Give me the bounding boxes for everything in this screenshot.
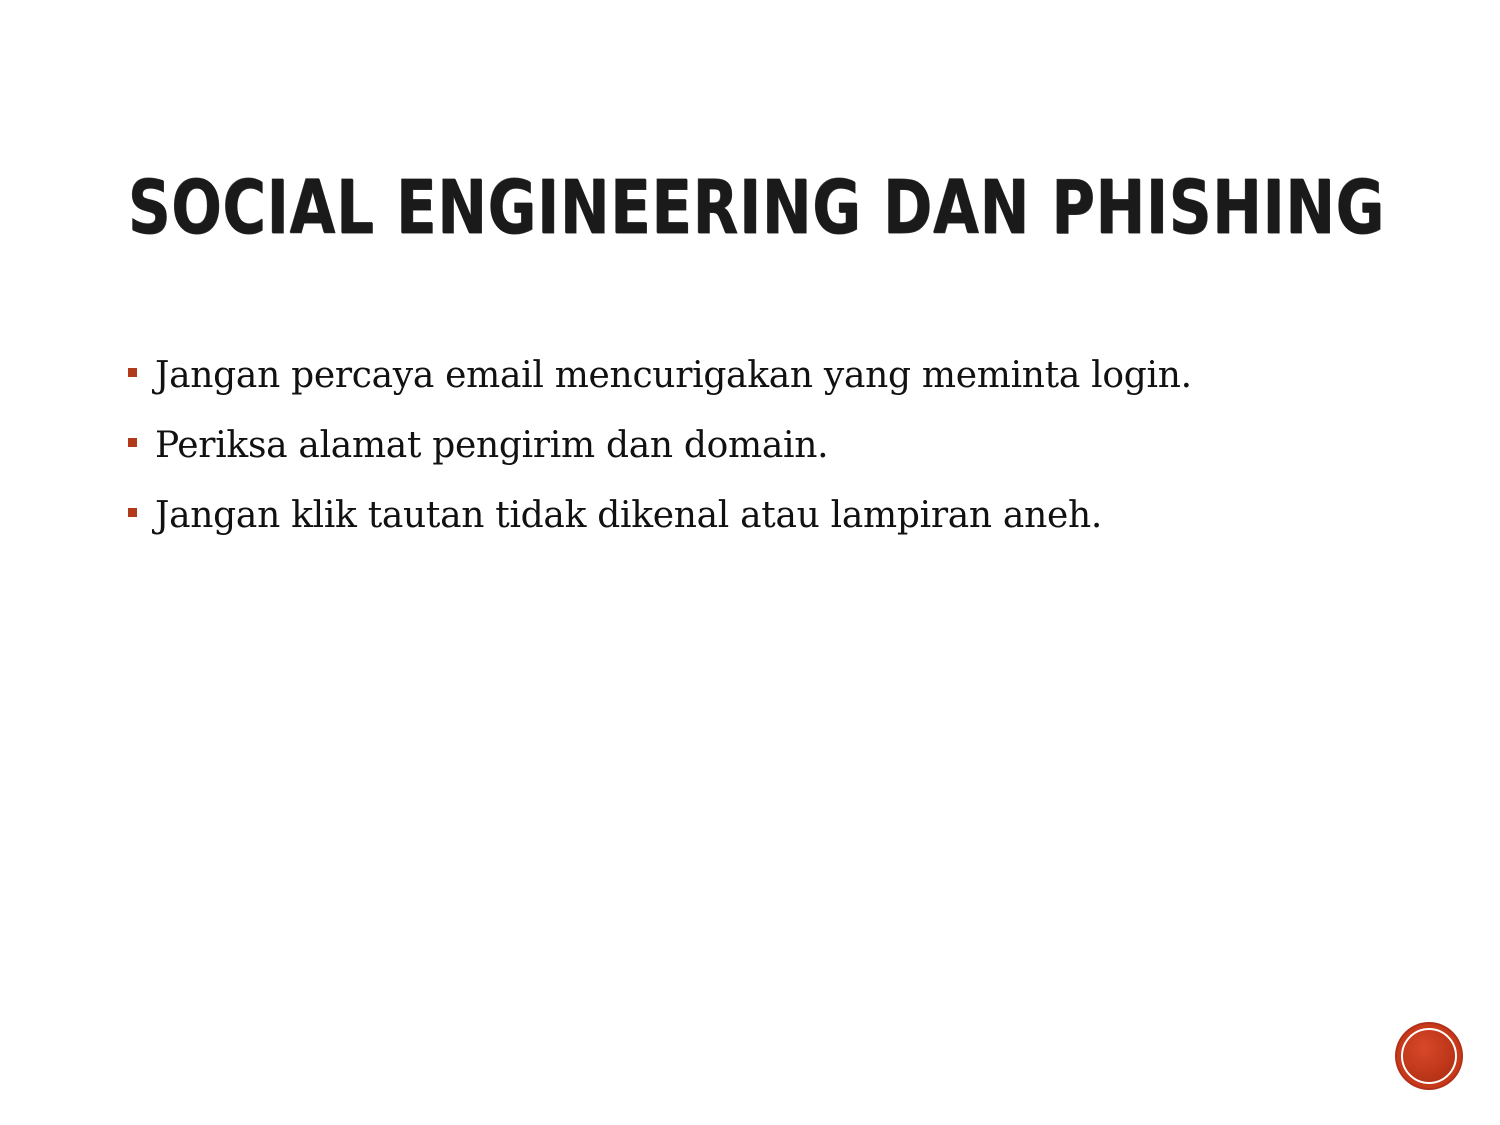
square-bullet-icon [128, 438, 137, 447]
bullet-list [128, 355, 1388, 565]
bullet-item [128, 495, 1388, 565]
bullet-text: Jangan percaya email mencurigakan yang meminta login. [155, 355, 1192, 396]
circle-nav-inner-ring [1401, 1028, 1457, 1084]
square-bullet-icon [128, 368, 137, 377]
bullet-item [128, 425, 1388, 495]
square-bullet-icon [128, 508, 137, 517]
circle-nav-icon[interactable] [1397, 1024, 1461, 1088]
slide-title: SOCIAL ENGINEERING DAN PHISHING [128, 165, 1386, 251]
bullet-text: Periksa alamat pengirim dan domain. [155, 425, 829, 466]
bullet-text: Jangan klik tautan tidak dikenal atau lampiran aneh. [155, 495, 1102, 536]
bullet-item [128, 355, 1388, 425]
